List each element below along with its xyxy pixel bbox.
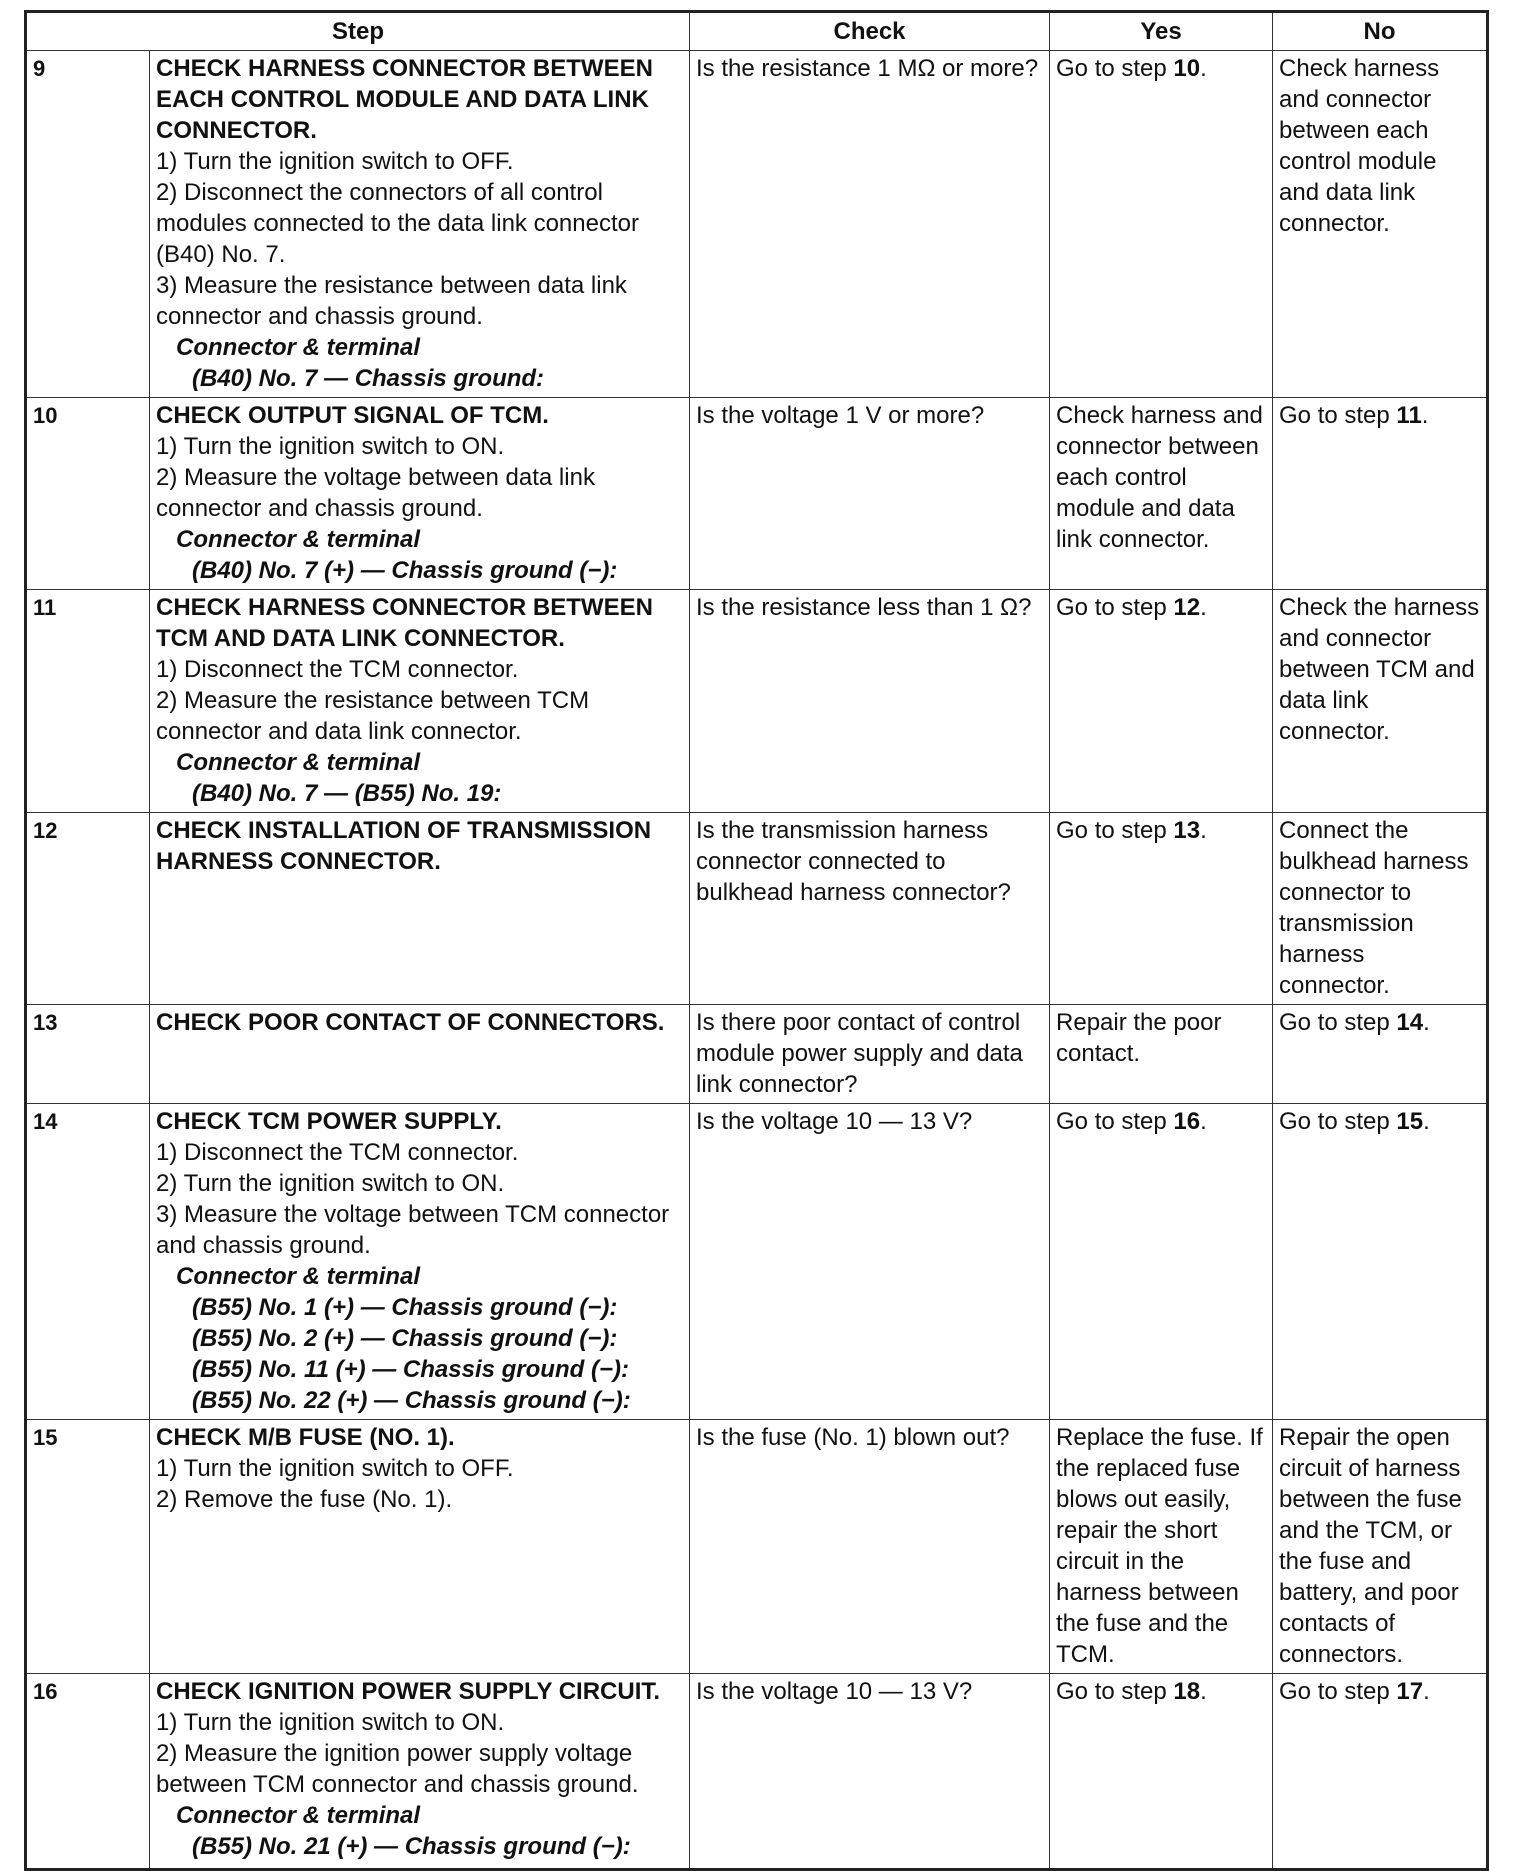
yes-text-pre: Repair the poor contact. xyxy=(1056,1009,1222,1067)
connector-terminal-label: Connector & terminal xyxy=(176,1263,421,1290)
no-result xyxy=(1273,398,1488,590)
check-question xyxy=(690,590,1050,813)
step-number: 12 xyxy=(26,813,150,1005)
connector-terminal-label: Connector & terminal xyxy=(176,1802,421,1829)
header-yes: Yes xyxy=(1050,12,1273,51)
step-instruction: 2) Measure the resistance between TCM connector and data link connector. xyxy=(156,687,590,745)
no-result xyxy=(1273,1674,1488,1870)
step-instruction: 1) Turn the ignition switch to OFF. xyxy=(156,148,514,175)
yes-text-pre: Go to step xyxy=(1056,1678,1174,1705)
check-question xyxy=(690,813,1050,1005)
yes-text-pre: Go to step xyxy=(1056,1108,1174,1135)
yes-text-post: . xyxy=(1200,55,1207,82)
step-description xyxy=(150,813,690,1005)
step-number: 10 xyxy=(26,398,150,590)
yes-result-text xyxy=(1056,1422,1266,1670)
no-step-number: 15 xyxy=(1396,1108,1424,1135)
no-result xyxy=(1273,590,1488,813)
yes-text-pre: Go to step xyxy=(1056,55,1174,82)
step-title: CHECK M/B FUSE (NO. 1). xyxy=(156,1424,455,1451)
step-number: 15 xyxy=(26,1420,150,1674)
step-number: 11 xyxy=(26,590,150,813)
yes-result xyxy=(1050,51,1273,398)
no-result-text xyxy=(1279,1422,1480,1670)
yes-step-number: 10 xyxy=(1173,55,1201,82)
no-text-pre: Check harness and connector between each control module and data link connector. xyxy=(1279,55,1440,237)
no-step-number: 14 xyxy=(1396,1009,1424,1036)
connector-terminal-label: Connector & terminal xyxy=(176,526,421,553)
check-question xyxy=(690,1420,1050,1674)
table-row xyxy=(26,813,1488,1005)
step-instruction: 2) Measure the voltage between data link connector and chassis ground. xyxy=(156,464,595,522)
table-row xyxy=(26,590,1488,813)
yes-result-text xyxy=(1056,1676,1266,1707)
step-title: CHECK HARNESS CONNECTOR BETWEEN EACH CONTROL MODULE AND DATA LINK CONNECTOR. xyxy=(156,55,653,144)
no-result-text xyxy=(1279,815,1480,1001)
check-text: Is the fuse (No. 1) blown out? xyxy=(696,1424,1010,1451)
step-title: CHECK POOR CONTACT OF CONNECTORS. xyxy=(156,1009,665,1036)
yes-step-number: 18 xyxy=(1173,1678,1201,1705)
check-text: Is the resistance 1 MΩ or more? xyxy=(696,55,1039,82)
connector-terminal-spec: (B55) No. 21 (+) — Chassis ground (−): xyxy=(192,1833,631,1860)
no-text-pre: Go to step xyxy=(1279,1678,1397,1705)
no-step-number: 17 xyxy=(1396,1678,1424,1705)
yes-text-post: . xyxy=(1200,817,1207,844)
no-result xyxy=(1273,1005,1488,1104)
no-result xyxy=(1273,813,1488,1005)
yes-text-post: . xyxy=(1200,594,1207,621)
no-text-pre: Check the harness and connector between TCM and data link connector. xyxy=(1279,594,1480,745)
yes-result xyxy=(1050,1420,1273,1674)
yes-result-text xyxy=(1056,1007,1266,1069)
step-instruction: 2) Remove the fuse (No. 1). xyxy=(156,1486,453,1513)
connector-terminal-spec: (B55) No. 22 (+) — Chassis ground (−): xyxy=(192,1387,631,1414)
diagnostic-procedure-page xyxy=(24,10,1486,1871)
no-text-pre: Repair the open circuit of harness between the fuse and the TCM, or the fuse and battery, and poor contacts of connectors. xyxy=(1279,1424,1462,1668)
yes-step-number: 12 xyxy=(1173,594,1201,621)
yes-text-pre: Check harness and connector between each control module and data link connector. xyxy=(1056,402,1263,553)
step-description xyxy=(150,1674,690,1870)
step-instruction: 3) Measure the voltage between TCM connector and chassis ground. xyxy=(156,1201,670,1259)
yes-result-text xyxy=(1056,592,1266,623)
table-row xyxy=(26,51,1488,398)
no-result-text xyxy=(1279,592,1480,747)
table-row xyxy=(26,1674,1488,1870)
no-result-text xyxy=(1279,1676,1480,1707)
connector-terminal-label: Connector & terminal xyxy=(176,334,421,361)
connector-terminal-spec: (B55) No. 1 (+) — Chassis ground (−): xyxy=(192,1294,618,1321)
yes-text-pre: Go to step xyxy=(1056,594,1174,621)
table-row xyxy=(26,1420,1488,1674)
no-text-post: . xyxy=(1421,402,1429,429)
step-title: CHECK HARNESS CONNECTOR BETWEEN TCM AND DATA LINK CONNECTOR. xyxy=(156,594,653,652)
connector-terminal-spec: (B55) No. 11 (+) — Chassis ground (−): xyxy=(192,1356,629,1383)
check-question xyxy=(690,398,1050,590)
no-result xyxy=(1273,51,1488,398)
yes-result-text xyxy=(1056,53,1266,84)
yes-step-number: 13 xyxy=(1173,817,1201,844)
no-text-post: . xyxy=(1423,1678,1430,1705)
check-question xyxy=(690,1005,1050,1104)
step-instruction: 3) Measure the resistance between data link connector and chassis ground. xyxy=(156,272,627,330)
step-description xyxy=(150,1005,690,1104)
step-number: 13 xyxy=(26,1005,150,1104)
step-instruction: 2) Turn the ignition switch to ON. xyxy=(156,1170,505,1197)
table-header-row xyxy=(26,12,1488,51)
yes-result-text xyxy=(1056,1106,1266,1137)
yes-result xyxy=(1050,1104,1273,1420)
no-result xyxy=(1273,1104,1488,1420)
header-step: Step xyxy=(26,12,690,51)
no-text-pre: Go to step xyxy=(1279,1108,1397,1135)
connector-terminal-label: Connector & terminal xyxy=(176,749,421,776)
step-instruction: 2) Measure the ignition power supply voltage between TCM connector and chassis ground. xyxy=(156,1740,639,1798)
step-instruction: 1) Turn the ignition switch to ON. xyxy=(156,1709,505,1736)
connector-terminal-spec: (B40) No. 7 — Chassis ground: xyxy=(192,365,545,392)
step-title: CHECK TCM POWER SUPPLY. xyxy=(156,1108,502,1135)
check-text: Is there poor contact of control module power supply and data link connector? xyxy=(696,1009,1023,1098)
yes-result xyxy=(1050,1005,1273,1104)
check-text: Is the voltage 10 — 13 V? xyxy=(696,1678,973,1705)
step-instruction: 1) Turn the ignition switch to OFF. xyxy=(156,1455,514,1482)
check-text: Is the voltage 10 — 13 V? xyxy=(696,1108,973,1135)
yes-text-pre: Go to step xyxy=(1056,817,1174,844)
check-text: Is the resistance less than 1 Ω? xyxy=(696,594,1032,621)
check-question xyxy=(690,51,1050,398)
step-description xyxy=(150,590,690,813)
connector-terminal-spec: (B40) No. 7 — (B55) No. 19: xyxy=(192,780,502,807)
header-no: No xyxy=(1273,12,1488,51)
yes-result-text xyxy=(1056,400,1266,555)
step-description xyxy=(150,51,690,398)
yes-result xyxy=(1050,398,1273,590)
yes-result xyxy=(1050,813,1273,1005)
no-text-pre: Go to step xyxy=(1279,1009,1397,1036)
yes-step-number: 16 xyxy=(1173,1108,1201,1135)
diagnostic-table xyxy=(24,10,1489,1871)
check-text: Is the transmission harness connector connected to bulkhead harness connector? xyxy=(696,817,1011,906)
step-title: CHECK OUTPUT SIGNAL OF TCM. xyxy=(156,402,549,429)
table-row xyxy=(26,1005,1488,1104)
no-result-text xyxy=(1279,1106,1480,1137)
step-title: CHECK INSTALLATION OF TRANSMISSION HARNESS CONNECTOR. xyxy=(156,817,652,875)
yes-text-post: . xyxy=(1200,1678,1207,1705)
yes-text-pre: Replace the fuse. If the replaced fuse blows out easily, repair the short circuit in the harness between the fuse and the TCM. xyxy=(1056,1424,1263,1668)
step-instruction: 1) Disconnect the TCM connector. xyxy=(156,1139,519,1166)
yes-result xyxy=(1050,1674,1273,1870)
table-row xyxy=(26,1104,1488,1420)
no-result-text xyxy=(1279,400,1480,431)
connector-terminal-spec: (B55) No. 2 (+) — Chassis ground (−): xyxy=(192,1325,618,1352)
no-result xyxy=(1273,1420,1488,1674)
check-question xyxy=(690,1674,1050,1870)
step-instruction: 2) Disconnect the connectors of all control modules connected to the data link connector (B40) No. 7. xyxy=(156,179,639,268)
step-number: 14 xyxy=(26,1104,150,1420)
header-check: Check xyxy=(690,12,1050,51)
check-question xyxy=(690,1104,1050,1420)
yes-result xyxy=(1050,590,1273,813)
step-instruction: 1) Turn the ignition switch to ON. xyxy=(156,433,505,460)
check-text: Is the voltage 1 V or more? xyxy=(696,402,985,429)
yes-result-text xyxy=(1056,815,1266,846)
step-number: 9 xyxy=(26,51,150,398)
step-description xyxy=(150,1104,690,1420)
no-step-number: 11 xyxy=(1396,402,1422,429)
table-row xyxy=(26,398,1488,590)
no-text-pre: Connect the bulkhead harness connector to transmission harness connector. xyxy=(1279,817,1469,999)
step-title: CHECK IGNITION POWER SUPPLY CIRCUIT. xyxy=(156,1678,661,1705)
no-result-text xyxy=(1279,1007,1480,1038)
connector-terminal-spec: (B40) No. 7 (+) — Chassis ground (−): xyxy=(192,557,618,584)
yes-text-post: . xyxy=(1200,1108,1207,1135)
step-number: 16 xyxy=(26,1674,150,1870)
step-instruction: 1) Disconnect the TCM connector. xyxy=(156,656,519,683)
no-text-post: . xyxy=(1423,1108,1430,1135)
no-text-post: . xyxy=(1423,1009,1430,1036)
step-description xyxy=(150,398,690,590)
no-text-pre: Go to step xyxy=(1279,402,1397,429)
no-result-text xyxy=(1279,53,1480,239)
step-description xyxy=(150,1420,690,1674)
